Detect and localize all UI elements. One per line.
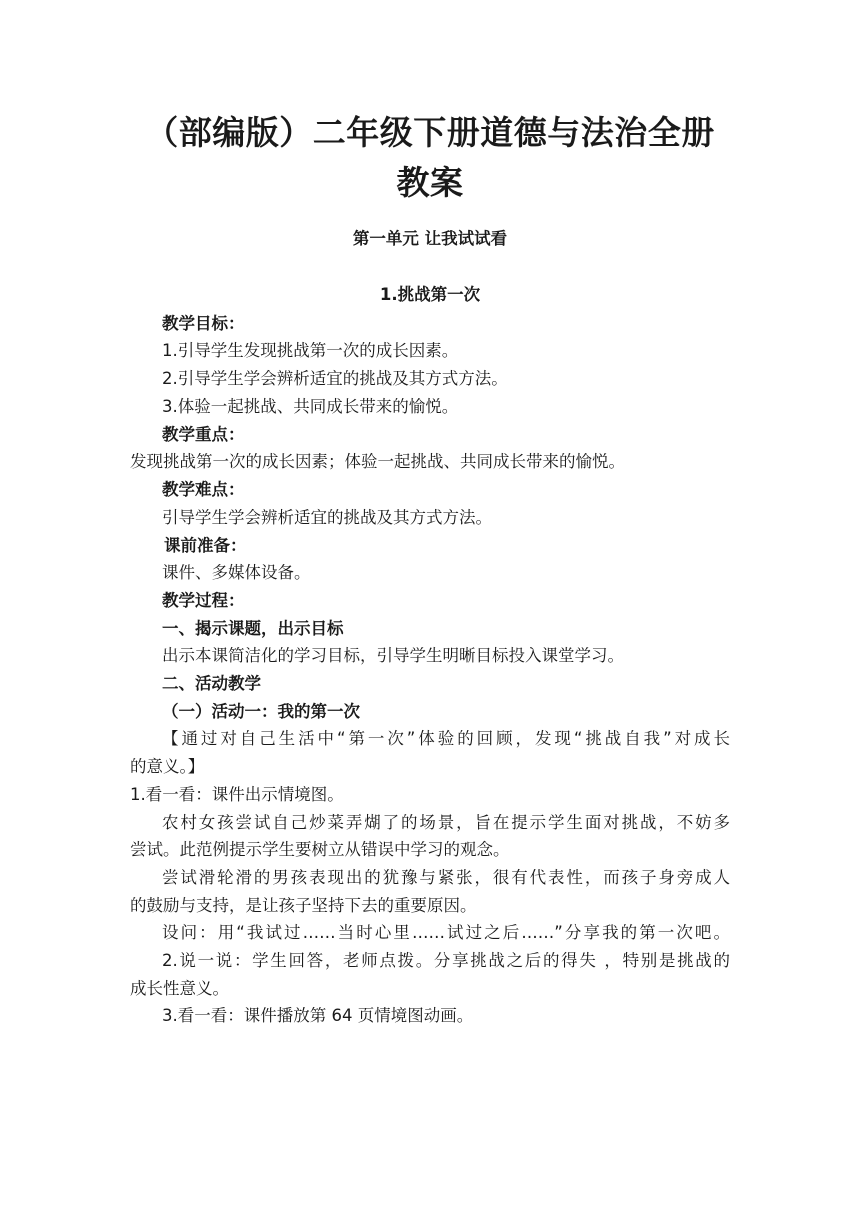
activity-1-heading: （一）活动一：我的第一次 [162, 702, 360, 721]
activity-1-intro-line-1: 【通过对自己生活中“第一次”体验的回顾，发现“挑战自我”对成长 [162, 729, 730, 748]
key-points-text: 发现挑战第一次的成长因素；体验一起挑战、共同成长带来的愉悦。 [130, 452, 625, 471]
paragraph-1-line-2: 尝试。此范例提示学生要树立从错误中学习的观念。 [130, 840, 510, 859]
goal-1: 1.引导学生发现挑战第一次的成长因素。 [162, 341, 459, 360]
paragraph-2-line-2: 的鼓励与支持，是让孩子坚持下去的重要原因。 [130, 896, 477, 915]
key-points-label: 教学重点： [162, 425, 245, 444]
step-1: 1.看一看：课件出示情境图。 [130, 785, 344, 804]
paragraph-1-line-1: 农村女孩尝试自己炒菜弄煳了的场景，旨在提示学生面对挑战，不妨多 [162, 813, 730, 832]
difficulty-text: 引导学生学会辨析适宜的挑战及其方式方法。 [162, 508, 492, 527]
lesson-heading: 1.挑战第一次 [379, 285, 481, 304]
section-2-heading: 二、活动教学 [162, 674, 261, 693]
activity-1-intro-line-2: 的意义。】 [130, 757, 205, 776]
section-1-heading: 一、揭示课题，出示目标 [162, 619, 344, 638]
difficulty-label: 教学难点： [162, 480, 245, 499]
goals-label: 教学目标： [162, 314, 245, 333]
title-line-1: （部编版）二年级下册道德与法治全册 [145, 113, 715, 152]
paragraph-2-line-1: 尝试滑轮滑的男孩表现出的犹豫与紧张，很有代表性，而孩子身旁成人 [162, 868, 730, 887]
process-label: 教学过程： [162, 591, 245, 610]
section-1-text: 出示本课简洁化的学习目标，引导学生明晰目标投入课堂学习。 [162, 646, 624, 665]
prep-text: 课件、多媒体设备。 [162, 563, 311, 582]
step-3: 3.看一看：课件播放第 64 页情境图动画。 [162, 1006, 474, 1025]
title-line-2: 教案 [396, 163, 464, 202]
goal-3: 3.体验一起挑战、共同成长带来的愉悦。 [162, 397, 459, 416]
question-text: 设问：用“我试过……当时心里……试过之后……”分享我的第一次吧。 [162, 923, 730, 942]
document-title [130, 108, 730, 208]
goal-2: 2.引导学生学会辨析适宜的挑战及其方式方法。 [162, 369, 508, 388]
prep-label: 课前准备： [164, 536, 247, 555]
unit-heading: 第一单元 让我试试看 [352, 229, 508, 248]
step-2-line-1: 2.说一说：学生回答，老师点拨。分享挑战之后的得失 ，特别是挑战的 [162, 951, 730, 970]
step-2-line-2: 成长性意义。 [130, 979, 229, 998]
